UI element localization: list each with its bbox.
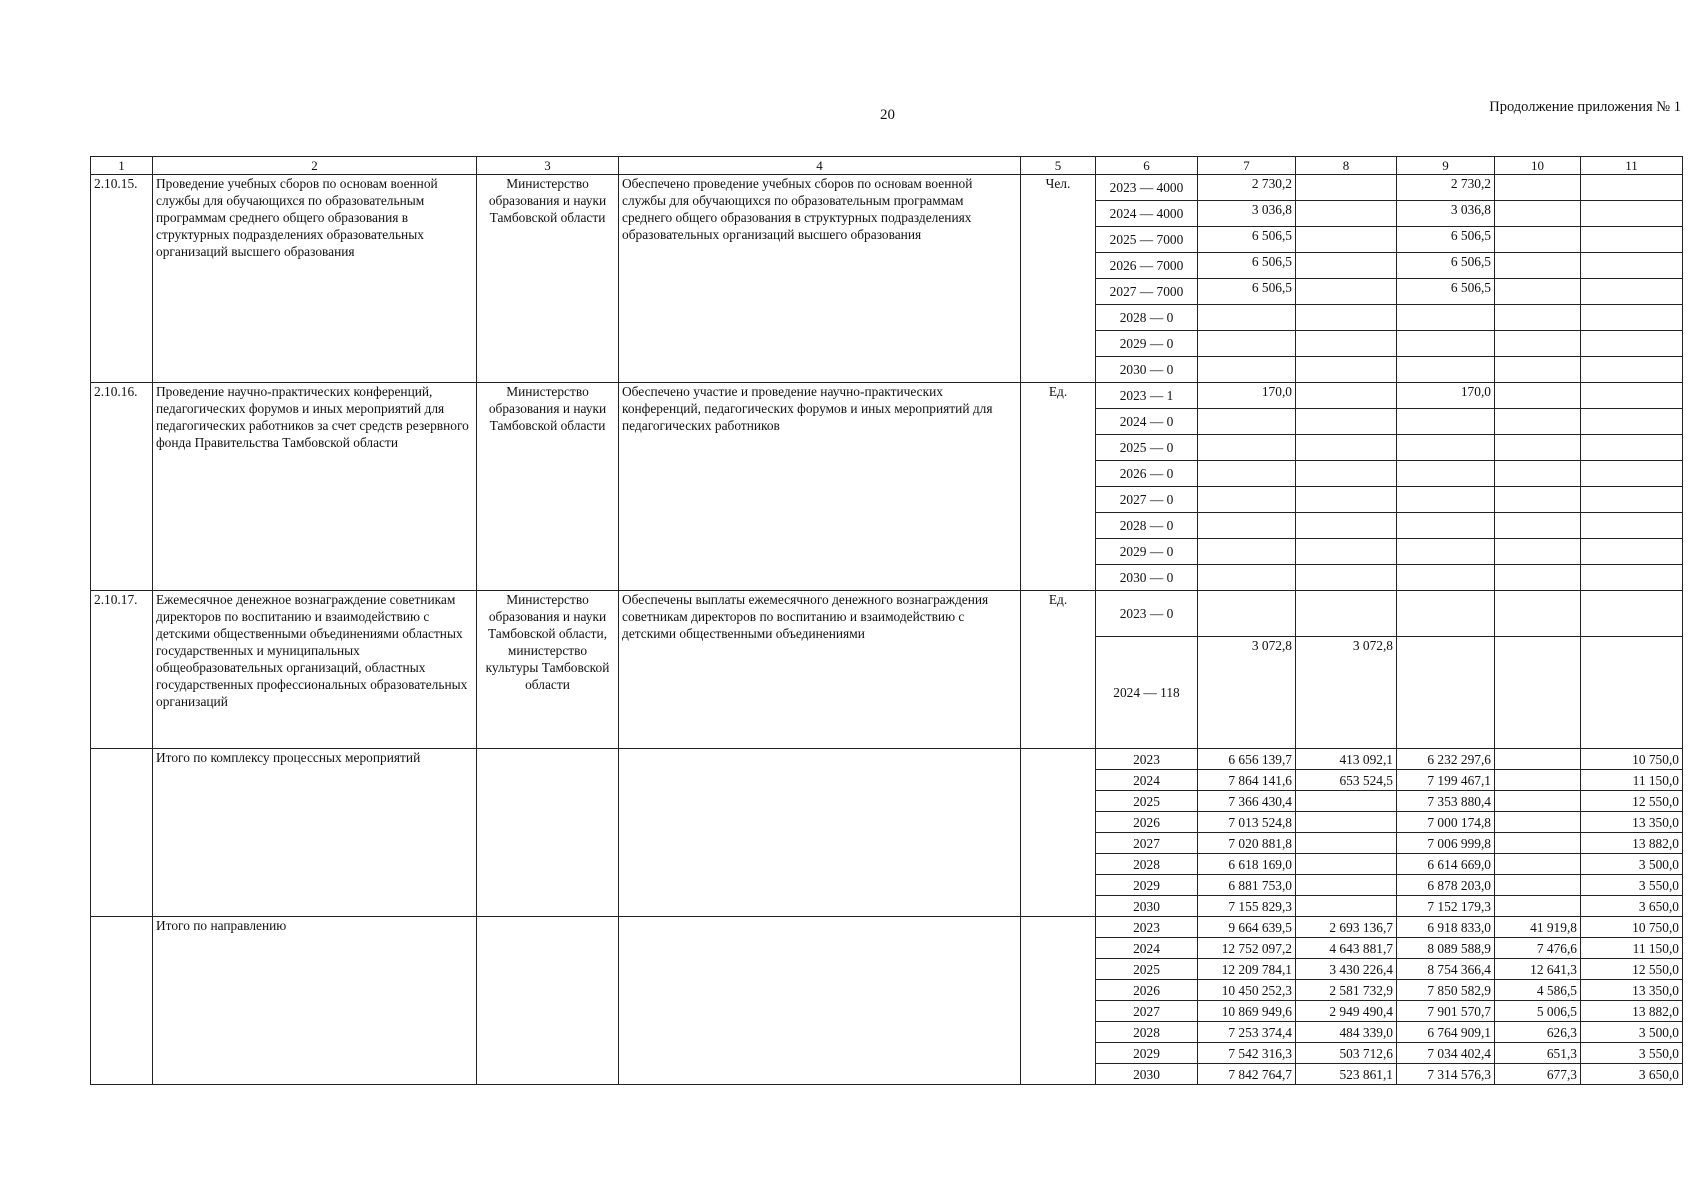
amount-c8 [1296, 253, 1397, 279]
amount-c7: 6 506,5 [1198, 227, 1296, 253]
amount-c8 [1296, 487, 1397, 513]
total-amount-c9: 7 850 582,9 [1397, 980, 1495, 1001]
amount-c9 [1397, 513, 1495, 539]
amount-c10 [1495, 637, 1581, 749]
amount-c9 [1397, 591, 1495, 637]
total-amount-c10 [1495, 896, 1581, 917]
total-amount-c8: 2 693 136,7 [1296, 917, 1397, 938]
total-amount-c7: 7 020 881,8 [1198, 833, 1296, 854]
amount-c11 [1581, 383, 1683, 409]
total-amount-c8: 3 430 226,4 [1296, 959, 1397, 980]
total-amount-c7: 10 450 252,3 [1198, 980, 1296, 1001]
total-amount-c9: 6 918 833,0 [1397, 917, 1495, 938]
amount-c10 [1495, 513, 1581, 539]
total-amount-c11: 13 350,0 [1581, 980, 1683, 1001]
amount-c7 [1198, 305, 1296, 331]
amount-c11 [1581, 435, 1683, 461]
total-executor [477, 917, 619, 1085]
total-year: 2030 [1096, 896, 1198, 917]
col-header-11: 11 [1581, 157, 1683, 175]
item-executor: Министерство образования и науки Тамбовской области [477, 383, 619, 591]
total-amount-c10 [1495, 875, 1581, 896]
amount-c9: 6 506,5 [1397, 227, 1495, 253]
amount-c11 [1581, 591, 1683, 637]
total-amount-c9: 8 089 588,9 [1397, 938, 1495, 959]
total-year: 2027 [1096, 833, 1198, 854]
item-result: Обеспечены выплаты ежемесячного денежного вознаграждения советникам директоров по воспитанию и взаимодействию с детскими общественными объединениями [619, 591, 1021, 749]
amount-c10 [1495, 435, 1581, 461]
total-amount-c9: 7 901 570,7 [1397, 1001, 1495, 1022]
total-amount-c10: 5 006,5 [1495, 1001, 1581, 1022]
amount-c11 [1581, 357, 1683, 383]
total-label: Итого по направлению [153, 917, 477, 1085]
total-unit [1021, 917, 1096, 1085]
table-row [91, 383, 1683, 409]
total-amount-c8: 503 712,6 [1296, 1043, 1397, 1064]
year-target: 2030 — 0 [1096, 357, 1198, 383]
total-amount-c11: 3 650,0 [1581, 1064, 1683, 1085]
amount-c10 [1495, 305, 1581, 331]
year-target: 2025 — 0 [1096, 435, 1198, 461]
total-amount-c8: 653 524,5 [1296, 770, 1397, 791]
total-amount-c9: 6 764 909,1 [1397, 1022, 1495, 1043]
col-header-9: 9 [1397, 157, 1495, 175]
amount-c10 [1495, 331, 1581, 357]
amount-c7 [1198, 331, 1296, 357]
total-amount-c10 [1495, 833, 1581, 854]
amount-c11 [1581, 513, 1683, 539]
amount-c10 [1495, 253, 1581, 279]
total-amount-c11: 13 350,0 [1581, 812, 1683, 833]
item-unit: Чел. [1021, 175, 1096, 383]
total-amount-c9: 7 199 467,1 [1397, 770, 1495, 791]
year-target: 2023 — 1 [1096, 383, 1198, 409]
total-row [91, 749, 1683, 770]
year-target: 2027 — 7000 [1096, 279, 1198, 305]
amount-c7 [1198, 435, 1296, 461]
amount-c9: 3 036,8 [1397, 201, 1495, 227]
amount-c7: 3 072,8 [1198, 637, 1296, 749]
year-target: 2029 — 0 [1096, 331, 1198, 357]
total-amount-c11: 12 550,0 [1581, 791, 1683, 812]
year-target: 2028 — 0 [1096, 513, 1198, 539]
page-number: 20 [880, 107, 895, 123]
program-table [90, 156, 1683, 1085]
year-target: 2023 — 4000 [1096, 175, 1198, 201]
item-result: Обеспечено проведение учебных сборов по основам военной службы для обучающихся по образовательным программам среднего общего образования в структурных подразделениях образовательных организаций высшего образования [619, 175, 1021, 383]
total-amount-c11: 13 882,0 [1581, 1001, 1683, 1022]
amount-c8 [1296, 591, 1397, 637]
total-year: 2023 [1096, 917, 1198, 938]
total-amount-c7: 7 842 764,7 [1198, 1064, 1296, 1085]
item-number: 2.10.15. [91, 175, 153, 383]
amount-c10 [1495, 539, 1581, 565]
amount-c11 [1581, 331, 1683, 357]
total-amount-c11: 10 750,0 [1581, 917, 1683, 938]
year-target: 2029 — 0 [1096, 539, 1198, 565]
amount-c9: 2 730,2 [1397, 175, 1495, 201]
total-year: 2029 [1096, 875, 1198, 896]
amount-c8 [1296, 435, 1397, 461]
total-amount-c8: 484 339,0 [1296, 1022, 1397, 1043]
amount-c10 [1495, 383, 1581, 409]
amount-c7: 170,0 [1198, 383, 1296, 409]
total-amount-c10: 41 919,8 [1495, 917, 1581, 938]
total-year: 2025 [1096, 959, 1198, 980]
amount-c11 [1581, 253, 1683, 279]
amount-c8 [1296, 539, 1397, 565]
amount-c7 [1198, 539, 1296, 565]
total-row [91, 917, 1683, 938]
total-amount-c8 [1296, 875, 1397, 896]
total-amount-c10: 626,3 [1495, 1022, 1581, 1043]
amount-c7: 2 730,2 [1198, 175, 1296, 201]
total-amount-c10 [1495, 791, 1581, 812]
total-year: 2028 [1096, 1022, 1198, 1043]
total-label: Итого по комплексу процессных мероприятий [153, 749, 477, 917]
amount-c10 [1495, 279, 1581, 305]
item-name: Ежемесячное денежное вознаграждение советникам директоров по воспитанию и взаимодействию с детскими общественными объединениями областных государственных и муниципальных общеобразовательных организаций, областных государственных профессиональных образовательных организаций [153, 591, 477, 749]
amount-c7 [1198, 513, 1296, 539]
amount-c10 [1495, 175, 1581, 201]
total-amount-c7: 12 209 784,1 [1198, 959, 1296, 980]
total-amount-c11: 3 550,0 [1581, 1043, 1683, 1064]
amount-c7 [1198, 461, 1296, 487]
total-amount-c7: 7 013 524,8 [1198, 812, 1296, 833]
total-year: 2024 [1096, 938, 1198, 959]
total-amount-c8: 2 949 490,4 [1296, 1001, 1397, 1022]
item-result: Обеспечено участие и проведение научно-практических конференций, педагогических форумов и иных мероприятий для педагогических работников [619, 383, 1021, 591]
amount-c11 [1581, 227, 1683, 253]
total-amount-c9: 7 000 174,8 [1397, 812, 1495, 833]
amount-c9 [1397, 461, 1495, 487]
total-amount-c11: 11 150,0 [1581, 938, 1683, 959]
amount-c8 [1296, 201, 1397, 227]
col-header-3: 3 [477, 157, 619, 175]
total-amount-c9: 6 614 669,0 [1397, 854, 1495, 875]
total-unit [1021, 749, 1096, 917]
amount-c9 [1397, 305, 1495, 331]
amount-c7 [1198, 357, 1296, 383]
total-amount-c10: 4 586,5 [1495, 980, 1581, 1001]
amount-c11 [1581, 175, 1683, 201]
amount-c10 [1495, 591, 1581, 637]
amount-c7 [1198, 487, 1296, 513]
amount-c7: 6 506,5 [1198, 253, 1296, 279]
year-target: 2026 — 0 [1096, 461, 1198, 487]
table-body [91, 157, 1683, 1085]
total-year: 2028 [1096, 854, 1198, 875]
total-amount-c9: 7 034 402,4 [1397, 1043, 1495, 1064]
total-amount-c7: 7 864 141,6 [1198, 770, 1296, 791]
total-amount-c10: 7 476,6 [1495, 938, 1581, 959]
year-target: 2027 — 0 [1096, 487, 1198, 513]
item-name: Проведение учебных сборов по основам военной службы для обучающихся по образовательным программам среднего общего образования в структурных подразделениях образовательных организаций высшего образования [153, 175, 477, 383]
amount-c11 [1581, 565, 1683, 591]
col-header-5: 5 [1021, 157, 1096, 175]
item-number: 2.10.17. [91, 591, 153, 749]
total-amount-c8 [1296, 812, 1397, 833]
total-amount-c8: 4 643 881,7 [1296, 938, 1397, 959]
total-amount-c8: 2 581 732,9 [1296, 980, 1397, 1001]
amount-c7: 6 506,5 [1198, 279, 1296, 305]
total-amount-c7: 7 155 829,3 [1198, 896, 1296, 917]
total-amount-c9: 7 353 880,4 [1397, 791, 1495, 812]
amount-c8 [1296, 331, 1397, 357]
amount-c11 [1581, 637, 1683, 749]
total-amount-c10 [1495, 770, 1581, 791]
col-header-8: 8 [1296, 157, 1397, 175]
total-amount-c11: 13 882,0 [1581, 833, 1683, 854]
total-amount-c8 [1296, 791, 1397, 812]
total-amount-c7: 7 542 316,3 [1198, 1043, 1296, 1064]
total-amount-c11: 10 750,0 [1581, 749, 1683, 770]
amount-c9 [1397, 565, 1495, 591]
col-header-6: 6 [1096, 157, 1198, 175]
amount-c8 [1296, 175, 1397, 201]
col-header-2: 2 [153, 157, 477, 175]
total-amount-c11: 11 150,0 [1581, 770, 1683, 791]
total-year: 2027 [1096, 1001, 1198, 1022]
total-amount-c7: 6 656 139,7 [1198, 749, 1296, 770]
total-amount-c9: 7 314 576,3 [1397, 1064, 1495, 1085]
total-amount-c11: 3 550,0 [1581, 875, 1683, 896]
total-amount-c9: 6 878 203,0 [1397, 875, 1495, 896]
amount-c9: 6 506,5 [1397, 253, 1495, 279]
amount-c9 [1397, 331, 1495, 357]
total-amount-c11: 3 500,0 [1581, 854, 1683, 875]
total-result [619, 917, 1021, 1085]
amount-c11 [1581, 409, 1683, 435]
total-amount-c10 [1495, 854, 1581, 875]
amount-c7: 3 036,8 [1198, 201, 1296, 227]
table-row [91, 591, 1683, 637]
total-result [619, 749, 1021, 917]
col-header-7: 7 [1198, 157, 1296, 175]
amount-c7 [1198, 591, 1296, 637]
total-number [91, 917, 153, 1085]
year-target: 2023 — 0 [1096, 591, 1198, 637]
year-target: 2024 — 0 [1096, 409, 1198, 435]
amount-c8 [1296, 513, 1397, 539]
year-target: 2024 — 118 [1096, 637, 1198, 749]
amount-c7 [1198, 409, 1296, 435]
amount-c10 [1495, 357, 1581, 383]
amount-c11 [1581, 279, 1683, 305]
amount-c9 [1397, 435, 1495, 461]
year-target: 2026 — 7000 [1096, 253, 1198, 279]
year-target: 2024 — 4000 [1096, 201, 1198, 227]
table-row [91, 175, 1683, 201]
total-amount-c8: 413 092,1 [1296, 749, 1397, 770]
amount-c11 [1581, 201, 1683, 227]
amount-c8: 3 072,8 [1296, 637, 1397, 749]
item-unit: Ед. [1021, 591, 1096, 749]
total-number [91, 749, 153, 917]
amount-c9 [1397, 539, 1495, 565]
total-amount-c9: 6 232 297,6 [1397, 749, 1495, 770]
amount-c9: 170,0 [1397, 383, 1495, 409]
amount-c11 [1581, 305, 1683, 331]
total-amount-c11: 3 500,0 [1581, 1022, 1683, 1043]
total-year: 2023 [1096, 749, 1198, 770]
column-number-header [91, 157, 1683, 175]
total-amount-c10: 12 641,3 [1495, 959, 1581, 980]
item-executor: Министерство образования и науки Тамбовской области, министерство культуры Тамбовской области [477, 591, 619, 749]
amount-c11 [1581, 539, 1683, 565]
total-amount-c10 [1495, 749, 1581, 770]
total-year: 2029 [1096, 1043, 1198, 1064]
total-amount-c11: 3 650,0 [1581, 896, 1683, 917]
amount-c9 [1397, 487, 1495, 513]
amount-c10 [1495, 409, 1581, 435]
col-header-4: 4 [619, 157, 1021, 175]
total-amount-c10: 677,3 [1495, 1064, 1581, 1085]
total-amount-c10: 651,3 [1495, 1043, 1581, 1064]
item-executor: Министерство образования и науки Тамбовской области [477, 175, 619, 383]
total-amount-c7: 7 366 430,4 [1198, 791, 1296, 812]
amount-c11 [1581, 487, 1683, 513]
year-target: 2028 — 0 [1096, 305, 1198, 331]
amount-c8 [1296, 227, 1397, 253]
amount-c10 [1495, 565, 1581, 591]
total-amount-c7: 9 664 639,5 [1198, 917, 1296, 938]
total-year: 2030 [1096, 1064, 1198, 1085]
total-year: 2025 [1096, 791, 1198, 812]
total-amount-c10 [1495, 812, 1581, 833]
year-target: 2030 — 0 [1096, 565, 1198, 591]
amount-c8 [1296, 409, 1397, 435]
total-amount-c7: 10 869 949,6 [1198, 1001, 1296, 1022]
total-amount-c9: 7 006 999,8 [1397, 833, 1495, 854]
total-amount-c8 [1296, 896, 1397, 917]
total-year: 2024 [1096, 770, 1198, 791]
total-amount-c8: 523 861,1 [1296, 1064, 1397, 1085]
total-amount-c9: 8 754 366,4 [1397, 959, 1495, 980]
year-target: 2025 — 7000 [1096, 227, 1198, 253]
item-unit: Ед. [1021, 383, 1096, 591]
amount-c8 [1296, 383, 1397, 409]
amount-c9 [1397, 357, 1495, 383]
amount-c10 [1495, 227, 1581, 253]
col-header-1: 1 [91, 157, 153, 175]
amount-c8 [1296, 461, 1397, 487]
amount-c8 [1296, 357, 1397, 383]
appendix-continuation: Продолжение приложения № 1 [1489, 99, 1681, 115]
amount-c9 [1397, 409, 1495, 435]
total-amount-c7: 6 618 169,0 [1198, 854, 1296, 875]
total-amount-c7: 6 881 753,0 [1198, 875, 1296, 896]
amount-c8 [1296, 565, 1397, 591]
amount-c8 [1296, 305, 1397, 331]
item-number: 2.10.16. [91, 383, 153, 591]
total-amount-c9: 7 152 179,3 [1397, 896, 1495, 917]
total-amount-c8 [1296, 833, 1397, 854]
total-executor [477, 749, 619, 917]
item-name: Проведение научно-практических конференций, педагогических форумов и иных мероприятий для педагогических работников за счет средств резервного фонда Правительства Тамбовской области [153, 383, 477, 591]
amount-c10 [1495, 201, 1581, 227]
amount-c11 [1581, 461, 1683, 487]
amount-c7 [1198, 565, 1296, 591]
total-amount-c8 [1296, 854, 1397, 875]
amount-c10 [1495, 487, 1581, 513]
amount-c9: 6 506,5 [1397, 279, 1495, 305]
total-year: 2026 [1096, 812, 1198, 833]
col-header-10: 10 [1495, 157, 1581, 175]
amount-c10 [1495, 461, 1581, 487]
total-year: 2026 [1096, 980, 1198, 1001]
total-amount-c11: 12 550,0 [1581, 959, 1683, 980]
amount-c9 [1397, 637, 1495, 749]
total-amount-c7: 7 253 374,4 [1198, 1022, 1296, 1043]
total-amount-c7: 12 752 097,2 [1198, 938, 1296, 959]
amount-c8 [1296, 279, 1397, 305]
